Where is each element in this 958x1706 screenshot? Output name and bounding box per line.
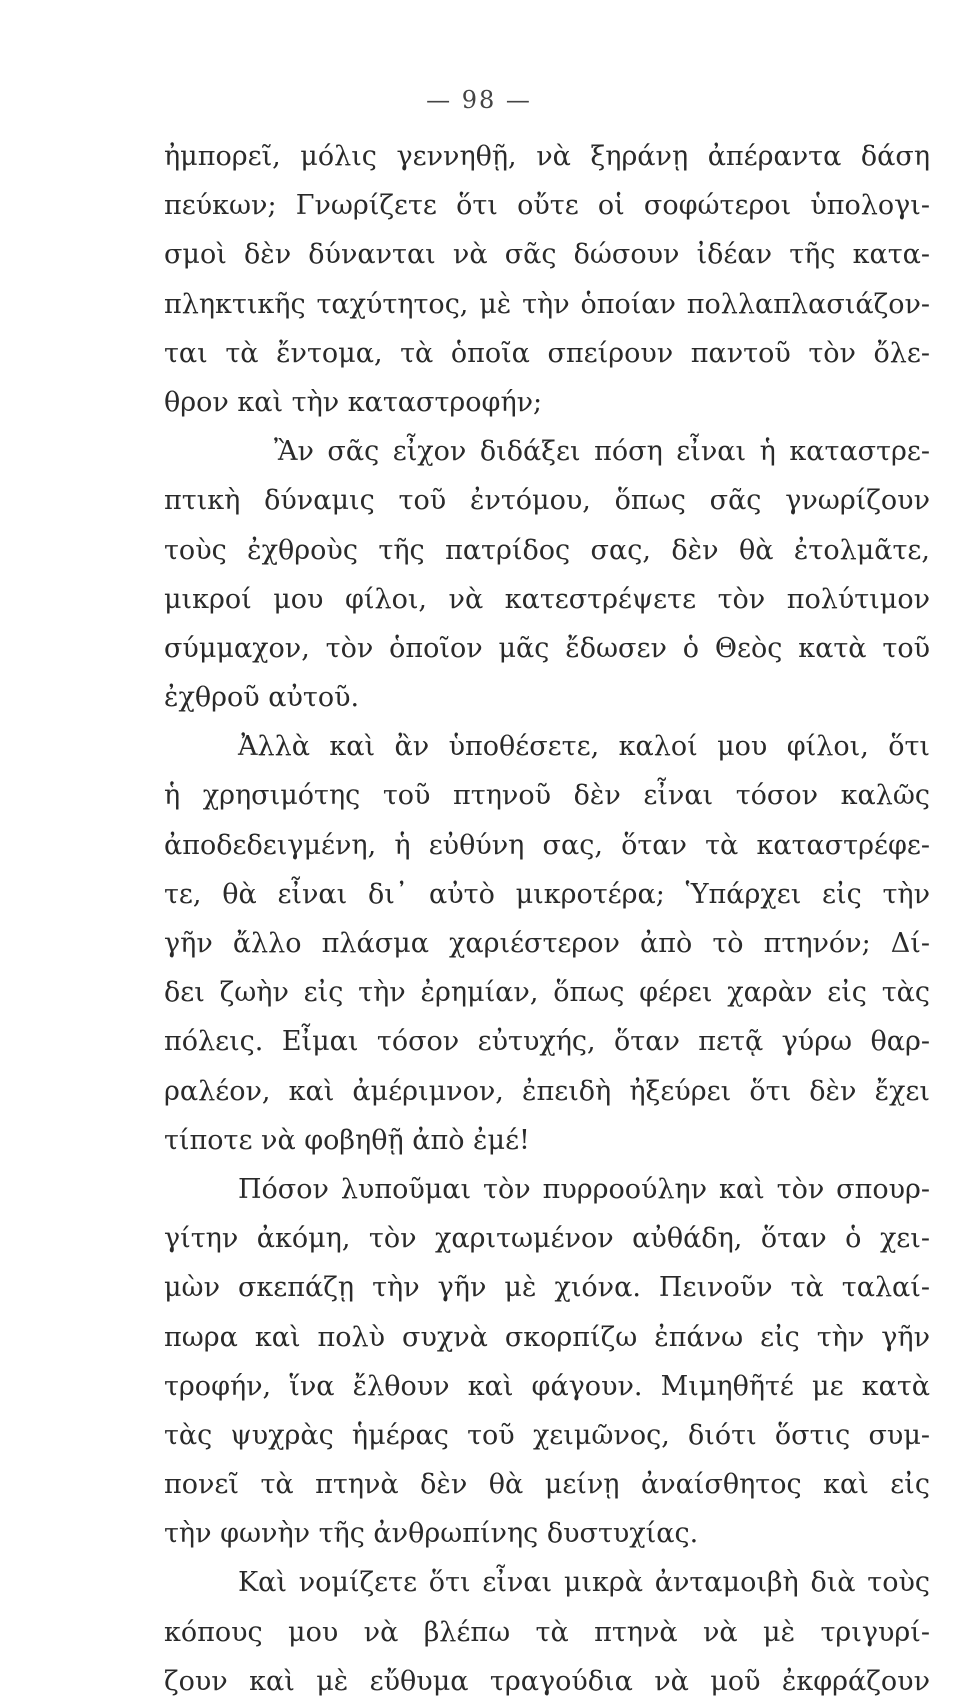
text-line: ἀποδεδειγμένη, ἡ εὐθύνη σας, ὅταν τὰ καταστρέφε- — [164, 829, 930, 861]
text-line: γῆν ἄλλο πλάσμα χαριέστερον ἀπὸ τὸ πτηνόν; Δί- — [164, 928, 930, 959]
text-line: τίποτε νὰ φοβηθῇ ἀπὸ ἐμέ! — [164, 1124, 530, 1156]
body-text — [164, 132, 930, 1706]
text-line: πονεῖ τὰ πτηνὰ δὲν θὰ μείνῃ ἀναίσθητος καὶ εἰς — [164, 1469, 930, 1501]
text-line: σμοὶ δὲν δύνανται νὰ σᾶς δώσουν ἰδέαν τῆς κατα- — [164, 239, 930, 271]
page-number: — 98 — — [426, 86, 532, 114]
text-line: πόλεις. Εἶμαι τόσον εὐτυχής, ὅταν πετᾷ γύρω θαρ- — [164, 1026, 930, 1058]
paragraph-start-line: Ἂν σᾶς εἶχον διδάξει πόση εἶναι ἡ καταστρε- — [274, 436, 930, 468]
text-line: πεύκων; Γνωρίζετε ὅτι οὔτε οἱ σοφώτεροι ὑπολογι- — [164, 190, 930, 222]
text-line: ραλέον, καὶ ἀμέριμνον, ἐπειδὴ ἠξεύρει ὅτι δὲν ἔχει — [164, 1075, 930, 1107]
text-line: πληκτικῆς ταχύτητος, μὲ τὴν ὁποίαν πολλαπλασιάζον- — [164, 288, 930, 320]
text-line: θρον καὶ τὴν καταστροφήν; — [164, 386, 543, 418]
paragraph-start-line: Ἀλλὰ καὶ ἂν ὑποθέσετε, καλοί μου φίλοι, ὅτι — [238, 731, 930, 763]
paragraph-start-line: Πόσον λυποῦμαι τὸν πυρροούλην καὶ τὸν σπουρ- — [238, 1173, 930, 1205]
text-line: τὴν φωνὴν τῆς ἀνθρωπίνης δυστυχίας. — [164, 1518, 699, 1550]
text-line: ἐχθροῦ αὐτοῦ. — [164, 682, 360, 714]
text-line: ἠμπορεῖ, μόλις γεννηθῇ, νὰ ξηράνῃ ἀπέραντα δάση — [164, 141, 930, 172]
text-line: τοὺς ἐχθροὺς τῆς πατρίδος σας, δὲν θὰ ἐτολμᾶτε, — [164, 534, 930, 566]
text-line: μὼν σκεπάζῃ τὴν γῆν μὲ χιόνα. Πεινοῦν τὰ ταλαί- — [164, 1272, 930, 1304]
text-line: τὰς ψυχρὰς ἡμέρας τοῦ χειμῶνος, διότι ὅστις συμ- — [164, 1419, 930, 1451]
text-line: μικροί μου φίλοι, νὰ κατεστρέψετε τὸν πολύτιμον — [164, 583, 930, 615]
text-line: σύμμαχον, τὸν ὁποῖον μᾶς ἔδωσεν ὁ Θεὸς κατὰ τοῦ — [164, 632, 930, 664]
text-line: γίτην ἀκόμη, τὸν χαριτωμένον αὐθάδη, ὅταν ὁ χει- — [164, 1223, 930, 1255]
text-line: πωρα καὶ πολὺ συχνὰ σκορπίζω ἐπάνω εἰς τὴν γῆν — [164, 1321, 930, 1353]
text-line: τροφήν, ἵνα ἔλθουν καὶ φάγουν. Μιμηθῆτέ με κατὰ — [164, 1370, 930, 1402]
text-line: ἡ χρησιμότης τοῦ πτηνοῦ δὲν εἶναι τόσον καλῶς — [164, 780, 930, 812]
text-line: τε, θὰ εἶναι δι᾽ αὐτὸ μικροτέρα; Ὑπάρχει εἰς τὴν — [164, 878, 930, 910]
text-line: δει ζωὴν εἰς τὴν ἐρημίαν, ὅπως φέρει χαρὰν εἰς τὰς — [164, 977, 930, 1009]
text-line: ται τὰ ἔντομα, τὰ ὁποῖα σπείρουν παντοῦ τὸν ὄλε- — [164, 337, 930, 369]
paragraph-start-line: Καὶ νομίζετε ὅτι εἶναι μικρὰ ἀνταμοιβὴ διὰ τοὺς — [238, 1567, 930, 1599]
text-line: κόπους μου νὰ βλέπω τὰ πτηνὰ νὰ μὲ τριγυρί- — [164, 1616, 930, 1648]
text-line: ζουν καὶ μὲ εὔθυμα τραγούδια νὰ μοῦ ἐκφράζουν — [164, 1665, 930, 1697]
text-line: πτικὴ δύναμις τοῦ ἐντόμου, ὅπως σᾶς γνωρίζουν — [164, 485, 930, 517]
